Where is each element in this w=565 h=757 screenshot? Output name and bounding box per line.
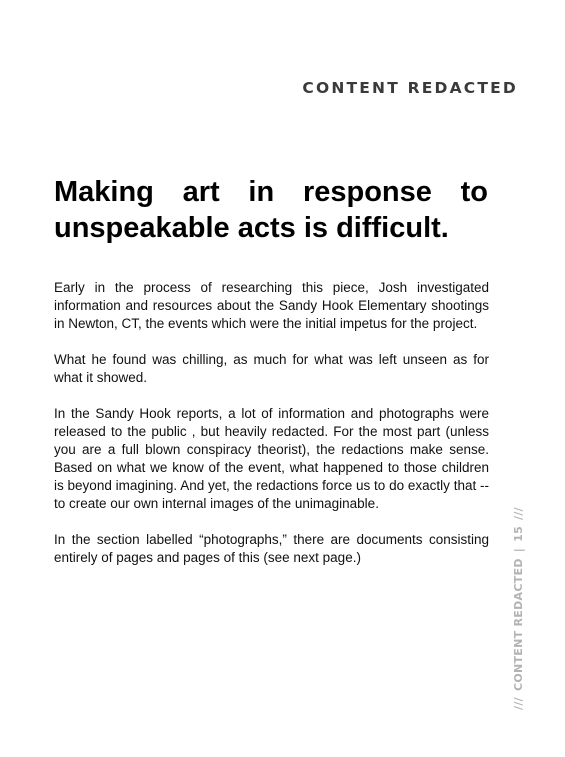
side-tab-trail-marks: /// [512,507,525,520]
page-number: 15 [512,525,525,542]
article-headline: Making art in response to unspeakable acts is difficult. [54,176,488,244]
side-tab-lead-marks: /// [512,697,525,710]
section-header: CONTENT REDACTED [302,79,518,97]
side-tab-section-title: CONTENT REDACTED [512,558,525,692]
paragraph-4: In the section labelled “photographs,” there are documents consisting entirely of pages and pages of this (see next page.) [54,532,489,565]
paragraph-2: What he found was chilling, as much for what was left unseen as for what it showed. [54,352,489,385]
page-side-tab [512,507,525,710]
paragraph-3: In the Sandy Hook reports, a lot of information and photographs were released to the public , but heavily redacted. For the most part (unless you are a full blown conspiracy theorist), the redactions make sense. Based on what we know of the event, what happened to those children is beyond imagining. And yet, the redactions force us to do exactly that -- to create our own internal images of the unimaginable. [54,406,489,511]
article-body [54,279,489,585]
side-tab-separator: | [512,547,525,553]
paragraph-1: Early in the process of researching this piece, Josh investigated information and resources about the Sandy Hook Elementary shootings in Newton, CT, the events which were the initial impetus for the project. [54,280,489,331]
